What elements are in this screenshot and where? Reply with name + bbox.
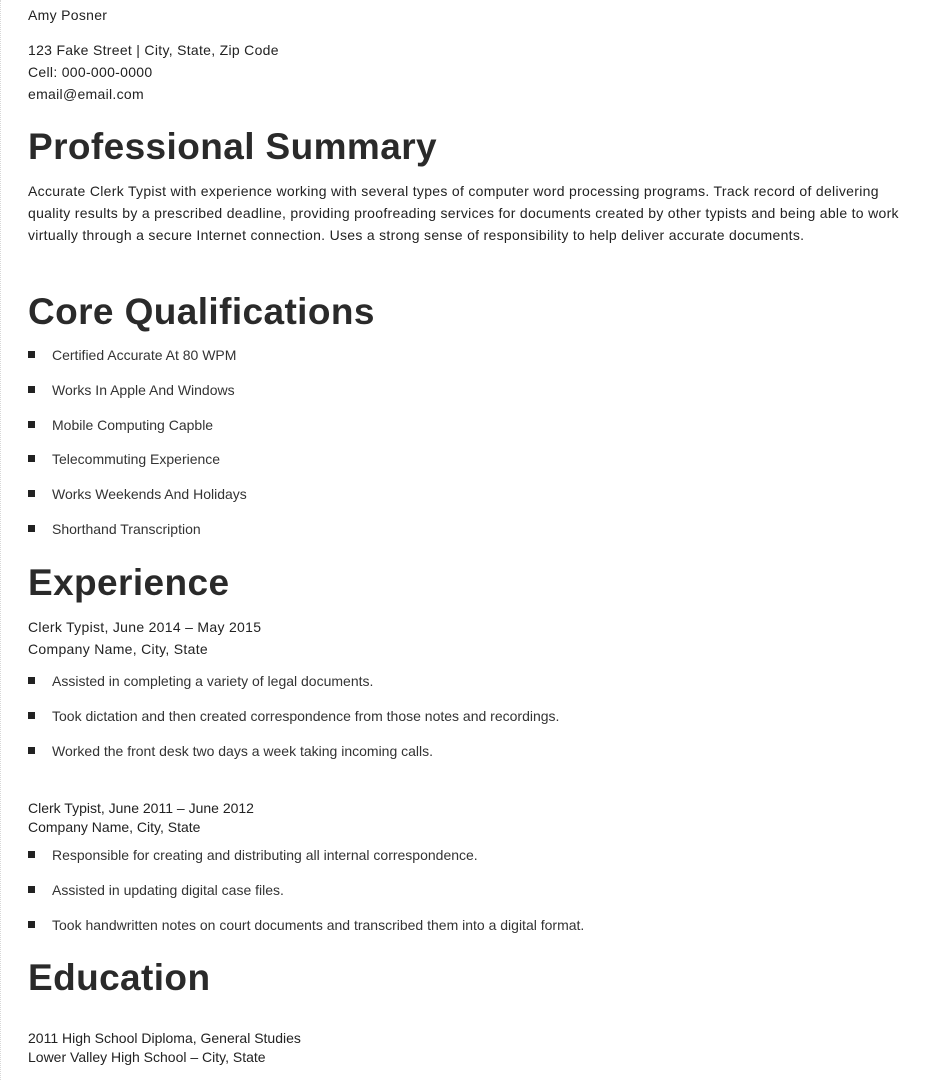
- list-item: Mobile Computing Capble: [28, 416, 247, 451]
- job-company: Company Name, City, State: [28, 819, 201, 835]
- section-title-experience: Experience: [28, 562, 230, 603]
- list-item: Telecommuting Experience: [28, 450, 247, 485]
- list-item: Assisted in completing a variety of legal documents.: [28, 672, 559, 707]
- list-item: Took dictation and then created correspondence from those notes and recordings.: [28, 707, 559, 742]
- bullet-square-icon: [28, 712, 35, 719]
- bullet-square-icon: [28, 351, 35, 358]
- candidate-name: Amy Posner: [28, 7, 108, 23]
- summary-text: Accurate Clerk Typist with experience working with several types of computer word processing programs. Track record of delivering quality results by a prescribed deadline, providing proofreading services for documents created by other typists and being able to work virtually through a secure Internet connection. Uses a strong sense of responsibility to help deliver accurate documents.: [28, 183, 899, 243]
- list-item: Shorthand Transcription: [28, 520, 247, 555]
- list-item: Works In Apple And Windows: [28, 381, 247, 416]
- list-item: Took handwritten notes on court documents and transcribed them into a digital format.: [28, 916, 584, 951]
- bullet-square-icon: [28, 455, 35, 462]
- section-title-education: Education: [28, 957, 211, 998]
- bullet-square-icon: [28, 525, 35, 532]
- list-item: Assisted in updating digital case files.: [28, 881, 584, 916]
- bullet-square-icon: [28, 490, 35, 497]
- qualifications-list: [28, 346, 247, 555]
- education-degree: 2011 High School Diploma, General Studies: [28, 1030, 301, 1046]
- job-title: Clerk Typist, June 2011 – June 2012: [28, 800, 254, 816]
- bullet-square-icon: [28, 851, 35, 858]
- section-title-summary: Professional Summary: [28, 126, 437, 167]
- email: email@email.com: [28, 86, 144, 102]
- job-company: Company Name, City, State: [28, 641, 208, 657]
- bullet-square-icon: [28, 677, 35, 684]
- bullet-square-icon: [28, 421, 35, 428]
- section-title-qualifications: Core Qualifications: [28, 291, 375, 332]
- bullet-square-icon: [28, 886, 35, 893]
- cell-phone: Cell: 000-000-0000: [28, 64, 153, 80]
- bullet-square-icon: [28, 747, 35, 754]
- list-item: Worked the front desk two days a week taking incoming calls.: [28, 742, 559, 777]
- education-school: Lower Valley High School – City, State: [28, 1049, 266, 1065]
- address: 123 Fake Street | City, State, Zip Code: [28, 42, 279, 58]
- job-duties-list: [28, 672, 559, 776]
- list-item: Certified Accurate At 80 WPM: [28, 346, 247, 381]
- job-title: Clerk Typist, June 2014 – May 2015: [28, 619, 262, 635]
- job-duties-list: [28, 846, 584, 950]
- bullet-square-icon: [28, 921, 35, 928]
- contact-info: [28, 39, 279, 105]
- bullet-square-icon: [28, 386, 35, 393]
- list-item: Responsible for creating and distributing all internal correspondence.: [28, 846, 584, 881]
- list-item: Works Weekends And Holidays: [28, 485, 247, 520]
